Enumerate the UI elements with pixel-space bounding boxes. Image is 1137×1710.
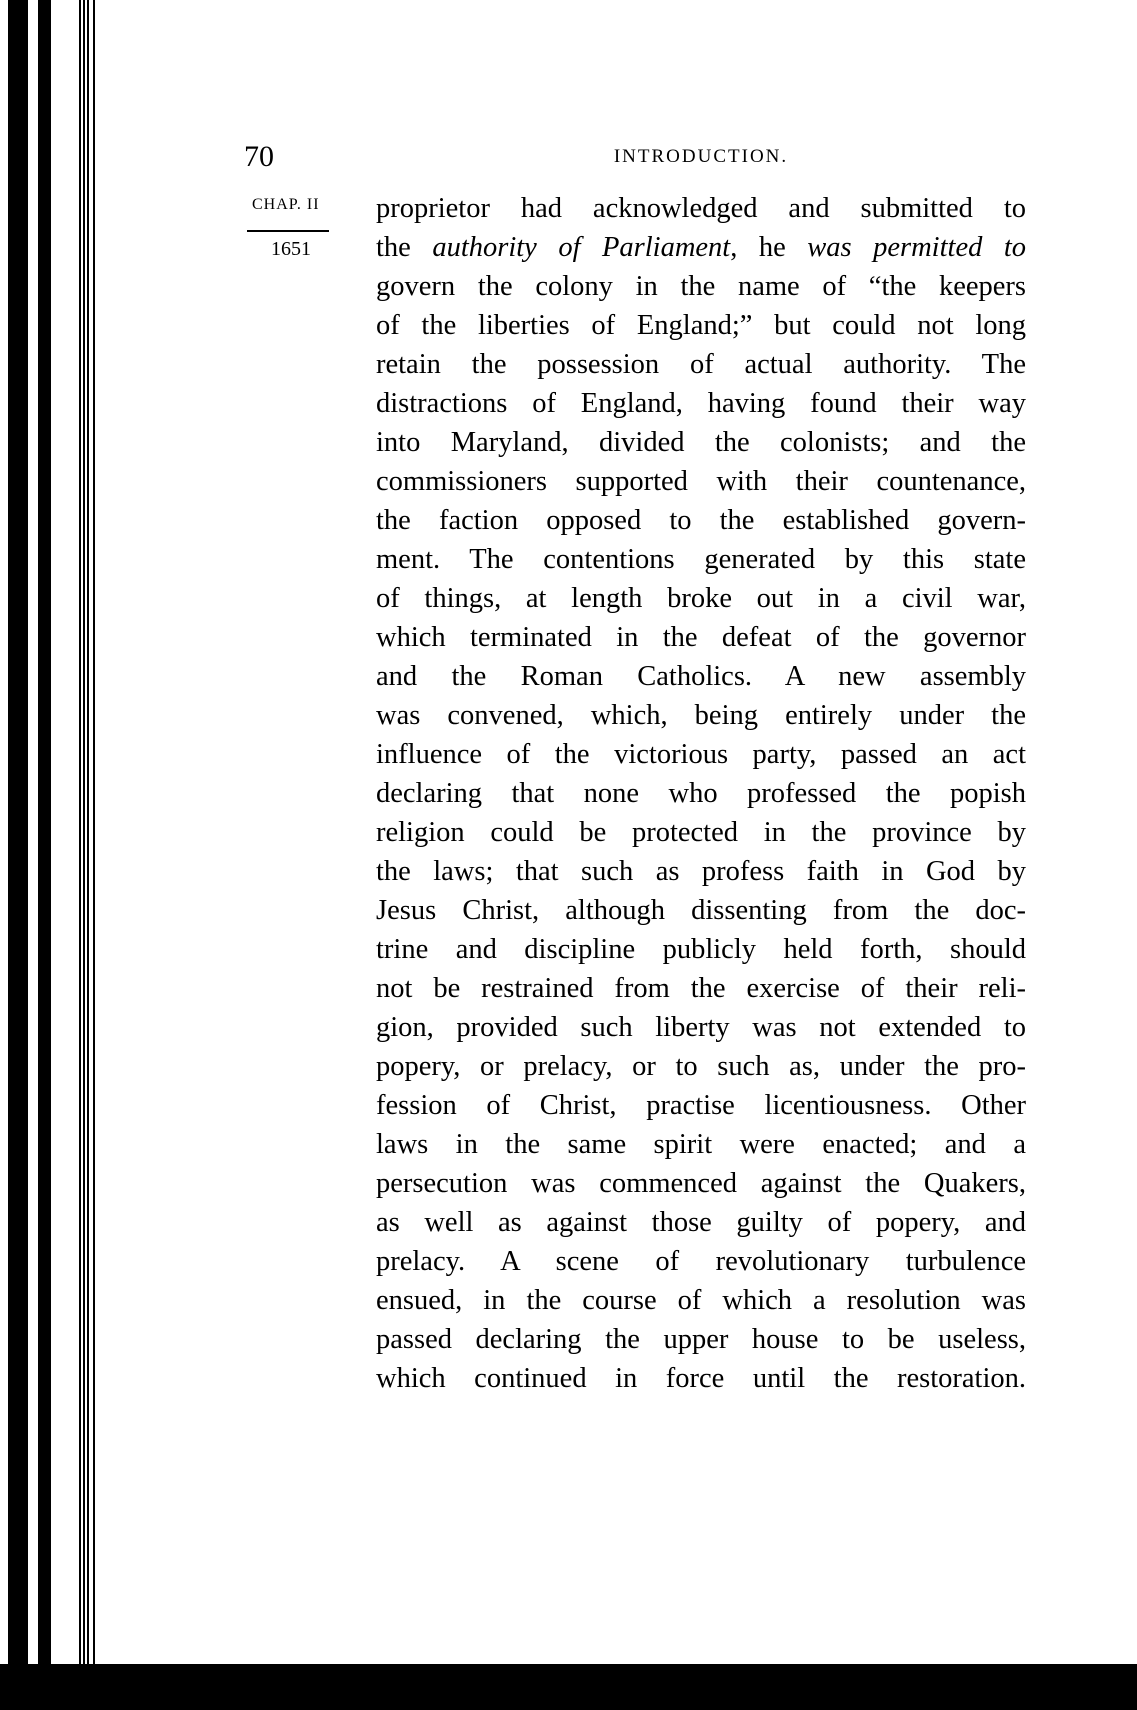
body-text — [376, 189, 1026, 1398]
text-line: which terminated in the defeat of the governor — [376, 622, 1026, 653]
page-number: 70 — [244, 140, 274, 173]
text-line: of things, at length broke out in a civil war, — [376, 583, 1026, 614]
binding-edge-stripe — [83, 0, 85, 1664]
text-line: gion, provided such liberty was not extended to — [376, 1012, 1026, 1043]
text-line: commissioners supported with their countenance, — [376, 466, 1026, 497]
text-line: persecution was commenced against the Quakers, — [376, 1168, 1026, 1199]
text-line: influence of the victorious party, passed an act — [376, 739, 1026, 770]
text-line: the laws; that such as profess faith in God by — [376, 856, 1026, 887]
text-line: of the liberties of England;” but could not long — [376, 310, 1026, 341]
binding-edge-stripe — [93, 0, 95, 1664]
text-line: passed declaring the upper house to be useless, — [376, 1324, 1026, 1355]
text-line: as well as against those guilty of popery, and — [376, 1207, 1026, 1238]
binding-edge-stripe — [38, 0, 51, 1664]
italic-run: authority of Parliament — [432, 232, 731, 263]
text-line: and the Roman Catholics. A new assembly — [376, 661, 1026, 692]
text-line: proprietor had acknowledged and submitted to — [376, 193, 1026, 224]
text-line: prelacy. A scene of revolutionary turbulence — [376, 1246, 1026, 1277]
text-line: fession of Christ, practise licentiousness. Other — [376, 1090, 1026, 1121]
italic-run: was permitted to — [807, 232, 1027, 263]
text-line: religion could be protected in the province by — [376, 817, 1026, 848]
text-line: ment. The contentions generated by this state — [376, 544, 1026, 575]
margin-year: 1651 — [271, 238, 311, 260]
margin-chapter: CHAP. II — [252, 196, 320, 213]
text-line: laws in the same spirit were enacted; and a — [376, 1129, 1026, 1160]
text-line: ensued, in the course of which a resolution was — [376, 1285, 1026, 1316]
text-run: , he — [730, 232, 808, 263]
text-line: popery, or prelacy, or to such as, under the pro- — [376, 1051, 1026, 1082]
text-line: not be restrained from the exercise of their reli- — [376, 973, 1026, 1004]
text-line: into Maryland, divided the colonists; and the — [376, 427, 1026, 458]
margin-rule — [247, 230, 329, 232]
binding-edge-stripe — [8, 0, 28, 1664]
text-line: distractions of England, having found their way — [376, 388, 1026, 419]
text-line: was convened, which, being entirely under the — [376, 700, 1026, 731]
text-line: govern the colony in the name of “the keepers — [376, 271, 1026, 302]
text-run: the — [376, 232, 433, 263]
binding-edge-stripe — [79, 0, 81, 1664]
text-line — [376, 228, 1026, 267]
running-head: INTRODUCTION. — [613, 146, 789, 167]
text-line: declaring that none who professed the popish — [376, 778, 1026, 809]
binding-edge-stripe — [87, 0, 89, 1664]
text-line: the faction opposed to the established govern- — [376, 505, 1026, 536]
text-line: retain the possession of actual authority. The — [376, 349, 1026, 380]
text-line: Jesus Christ, although dissenting from the doc- — [376, 895, 1026, 926]
text-line: trine and discipline publicly held forth, should — [376, 934, 1026, 965]
scan-bottom-edge — [0, 1664, 1137, 1710]
text-line: which continued in force until the restoration. — [376, 1363, 1026, 1394]
